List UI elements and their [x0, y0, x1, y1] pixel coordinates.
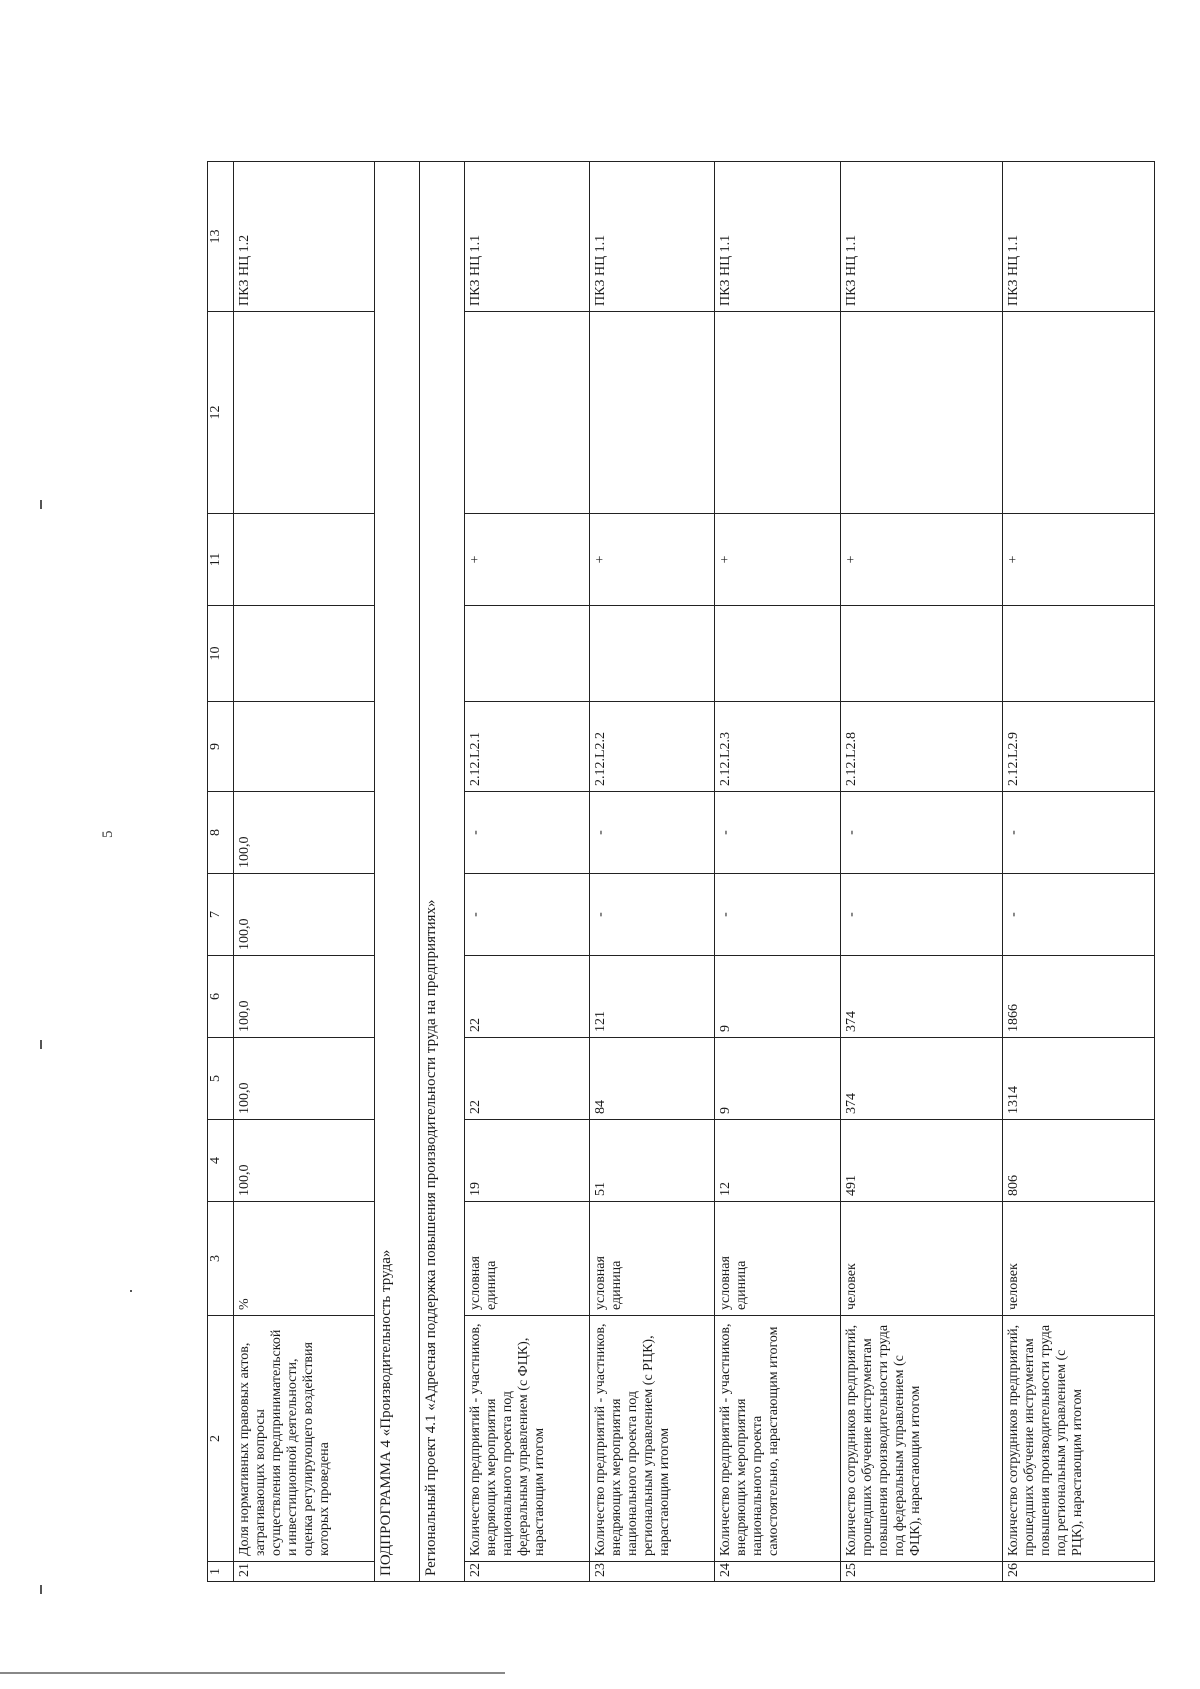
indicator-name: Количество предприятий - участников, внедряющих мероприятия национального проекта под региональным управлением (с РЦК), нарастающим итогом	[589, 1316, 714, 1562]
value-cell	[464, 312, 589, 514]
value-cell: 374	[841, 956, 1003, 1038]
value-cell: -	[1003, 874, 1155, 956]
value-cell: 100,0	[233, 792, 375, 874]
header-cell: 7	[208, 874, 234, 956]
header-row	[208, 162, 234, 1582]
scan-mark	[40, 1585, 42, 1594]
value-cell: 12	[714, 1120, 840, 1202]
value-cell: +	[841, 514, 1003, 606]
table-row	[233, 162, 375, 1582]
unit-cell: условная единица	[714, 1202, 840, 1316]
indicators-table	[207, 161, 1155, 1582]
value-cell: +	[464, 514, 589, 606]
source-cell: ПКЗ НЦ 1.1	[589, 162, 714, 312]
code-cell: 2.12.L2.9	[1003, 702, 1155, 792]
page-number: 5	[100, 830, 116, 838]
source-cell: ПКЗ НЦ 1.1	[1003, 162, 1155, 312]
indicator-name: Доля нормативных правовых актов, затрагивающих вопросы осуществления предпринимательской и инвестиционной деятельности, оценка регулирующего воздействия которых проведена	[233, 1316, 375, 1562]
code-cell: 2.12.L2.8	[841, 702, 1003, 792]
row-number: 24	[714, 1562, 840, 1582]
header-cell: 4	[208, 1120, 234, 1202]
source-cell: ПКЗ НЦ 1.1	[714, 162, 840, 312]
value-cell: -	[464, 792, 589, 874]
rotated-table-container	[207, 162, 1155, 1582]
header-cell: 3	[208, 1202, 234, 1316]
table-row	[464, 162, 589, 1582]
indicator-name: Количество предприятий - участников, внедряющих мероприятия национального проекта под федеральным управлением (с ФЦК), нарастающим итогом	[464, 1316, 589, 1562]
header-cell: 1	[208, 1562, 234, 1582]
header-cell: 10	[208, 606, 234, 702]
regional-project-title: Региональный проект 4.1 «Адресная поддержка повышения производительности труда на предприятиях»	[420, 162, 465, 1582]
value-cell: 51	[589, 1120, 714, 1202]
value-cell	[1003, 606, 1155, 702]
value-cell: 491	[841, 1120, 1003, 1202]
subprogram-row	[375, 162, 420, 1582]
unit-cell: человек	[841, 1202, 1003, 1316]
value-cell: 1314	[1003, 1038, 1155, 1120]
row-number: 23	[589, 1562, 714, 1582]
value-cell	[841, 606, 1003, 702]
table-row	[841, 162, 1003, 1582]
value-cell: 19	[464, 1120, 589, 1202]
source-cell: ПКЗ НЦ 1.1	[841, 162, 1003, 312]
code-cell	[233, 702, 375, 792]
value-cell: -	[841, 792, 1003, 874]
value-cell: -	[714, 792, 840, 874]
header-cell: 11	[208, 514, 234, 606]
value-cell	[464, 606, 589, 702]
value-cell: 22	[464, 956, 589, 1038]
unit-cell: условная единица	[589, 1202, 714, 1316]
value-cell	[233, 514, 375, 606]
table-row	[714, 162, 840, 1582]
code-cell: 2.12.L2.1	[464, 702, 589, 792]
value-cell: -	[714, 874, 840, 956]
value-cell	[714, 312, 840, 514]
row-number: 21	[233, 1562, 375, 1582]
value-cell: 9	[714, 956, 840, 1038]
source-cell: ПКЗ НЦ 1.2	[233, 162, 375, 312]
value-cell: 1866	[1003, 956, 1155, 1038]
value-cell: -	[841, 874, 1003, 956]
unit-cell: человек	[1003, 1202, 1155, 1316]
value-cell: 100,0	[233, 874, 375, 956]
table-row	[1003, 162, 1155, 1582]
value-cell: 121	[589, 956, 714, 1038]
unit-cell: условная единица	[464, 1202, 589, 1316]
header-cell: 13	[208, 162, 234, 312]
value-cell	[589, 606, 714, 702]
value-cell: 100,0	[233, 956, 375, 1038]
value-cell: 806	[1003, 1120, 1155, 1202]
value-cell: 100,0	[233, 1038, 375, 1120]
value-cell	[233, 606, 375, 702]
value-cell: 9	[714, 1038, 840, 1120]
value-cell: +	[589, 514, 714, 606]
value-cell: -	[589, 874, 714, 956]
row-number: 25	[841, 1562, 1003, 1582]
value-cell: -	[589, 792, 714, 874]
subprogram-title: ПОДПРОГРАММА 4 «Производительность труда»	[375, 162, 420, 1582]
value-cell: 374	[841, 1038, 1003, 1120]
regional-project-row	[420, 162, 465, 1582]
value-cell: 22	[464, 1038, 589, 1120]
value-cell: +	[714, 514, 840, 606]
table-row	[589, 162, 714, 1582]
row-number: 22	[464, 1562, 589, 1582]
indicator-name: Количество предприятий - участников, внедряющих мероприятия национального проекта самостоятельно, нарастающим итогом	[714, 1316, 840, 1562]
value-cell	[233, 312, 375, 514]
value-cell	[714, 606, 840, 702]
value-cell	[841, 312, 1003, 514]
value-cell: 84	[589, 1038, 714, 1120]
indicator-name: Количество сотрудников предприятий, прошедших обучение инструментам повышения производительности труда под федеральным управлением (с ФЦК), нарастающим итогом	[841, 1316, 1003, 1562]
header-cell: 5	[208, 1038, 234, 1120]
value-cell: 100,0	[233, 1120, 375, 1202]
scan-mark	[40, 500, 42, 509]
unit-cell: %	[233, 1202, 375, 1316]
row-number: 26	[1003, 1562, 1155, 1582]
header-cell: 2	[208, 1316, 234, 1562]
value-cell	[1003, 312, 1155, 514]
scan-mark	[130, 1290, 132, 1292]
value-cell	[589, 312, 714, 514]
value-cell: +	[1003, 514, 1155, 606]
scan-edge-line	[0, 1672, 505, 1674]
header-cell: 6	[208, 956, 234, 1038]
scan-mark	[40, 1040, 42, 1049]
code-cell: 2.12.L2.2	[589, 702, 714, 792]
value-cell: -	[464, 874, 589, 956]
header-cell: 8	[208, 792, 234, 874]
indicator-name: Количество сотрудников предприятий, прошедших обучение инструментам повышения производительности труда под региональным управлением (с РЦК), нарастающим итогом	[1003, 1316, 1155, 1562]
value-cell: -	[1003, 792, 1155, 874]
code-cell: 2.12.L2.3	[714, 702, 840, 792]
source-cell: ПКЗ НЦ 1.1	[464, 162, 589, 312]
header-cell: 12	[208, 312, 234, 514]
header-cell: 9	[208, 702, 234, 792]
